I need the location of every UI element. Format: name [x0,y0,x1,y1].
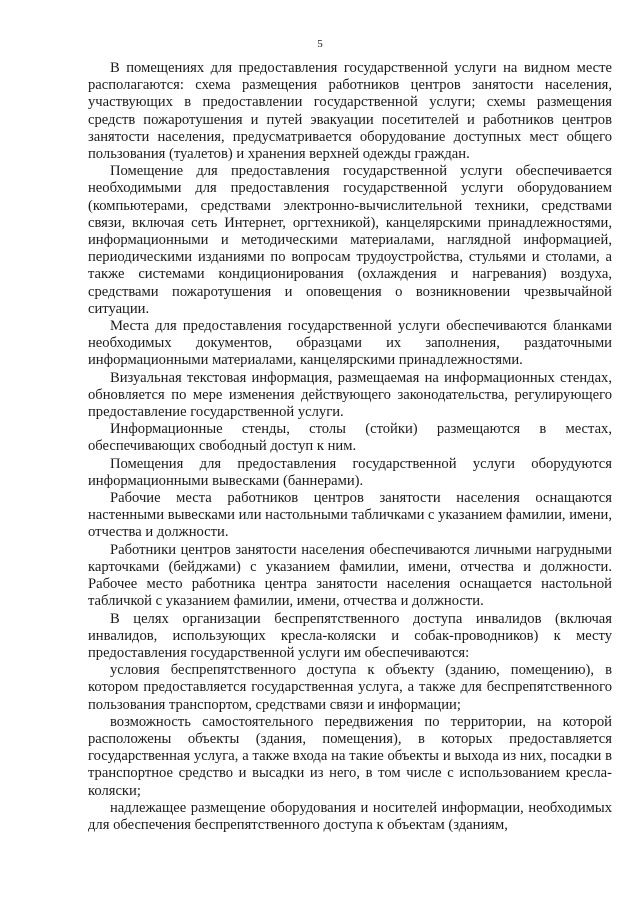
paragraph: условия беспрепятственного доступа к объекту (зданию, помещению), в котором предоставляется государственная услуга, а также для беспрепятственного пользования транспортом, средствами связи и информации; [88,662,612,713]
paragraph: Помещения для предоставления государственной услуги оборудуются информационными вывесками (баннерами). [88,455,612,489]
paragraph: В помещениях для предоставления государственной услуги на видном месте располагаются: схема размещения работников центров занятости населения, участвующих в предоставлении государственной услуги; схемы размещения средств пожаротушения и путей эвакуации посетителей и работников центров занятости населения, предусматривается оборудование доступных мест общего пользования (туалетов) и хранения верхней одежды граждан. [88,60,612,163]
paragraph: Работники центров занятости населения обеспечиваются личными нагрудными карточками (бейджами) с указанием фамилии, имени, отчества и должности. Рабочее место работника центра занятости населения оснащается настольной табличкой с указанием фамилии, имени, отчества и должности. [88,541,612,610]
paragraph: Информационные стенды, столы (стойки) размещаются в местах, обеспечивающих свободный доступ к ним. [88,421,612,455]
paragraph: Места для предоставления государственной услуги обеспечиваются бланками необходимых документов, образцами их заполнения, раздаточными информационными материалами, канцелярскими принадлежностями. [88,318,612,369]
paragraph: Рабочие места работников центров занятости населения оснащаются настенными вывесками или настольными табличками с указанием фамилии, имени, отчества и должности. [88,490,612,541]
paragraph: возможность самостоятельного передвижения по территории, на которой расположены объекты (здания, помещения), в которых предоставляется государственная услуга, а также входа на такие объекты и выхода из них, посадки в транспортное средство и высадки из него, в том числе с использованием кресла-коляски; [88,713,612,799]
paragraph: В целях организации беспрепятственного доступа инвалидов (включая инвалидов, использующих кресла-коляски и собак-проводников) к месту предоставления государственной услуги им обеспечиваются: [88,610,612,661]
paragraph: надлежащее размещение оборудования и носителей информации, необходимых для обеспечения беспрепятственного доступа к объектам (зданиям, [88,799,612,833]
document-body [88,60,612,834]
page-number: 5 [317,38,323,50]
paragraph: Помещение для предоставления государственной услуги обеспечивается необходимыми для предоставления государственной услуги оборудованием (компьютерами, средствами электронно-вычислительной техники, средствами связи, включая сеть Интернет, оргтехникой), канцелярскими принадлежностями, информационными и методическими материалами, наглядной информацией, периодическими изданиями по вопросам трудоустройства, стульями и столами, а также системами кондиционирования (охлаждения и нагревания) воздуха, средствами пожаротушения и оповещения о возникновении чрезвычайной ситуации. [88,163,612,317]
paragraph: Визуальная текстовая информация, размещаемая на информационных стендах, обновляется по мере изменения действующего законодательства, регулирующего предоставление государственной услуги. [88,369,612,421]
